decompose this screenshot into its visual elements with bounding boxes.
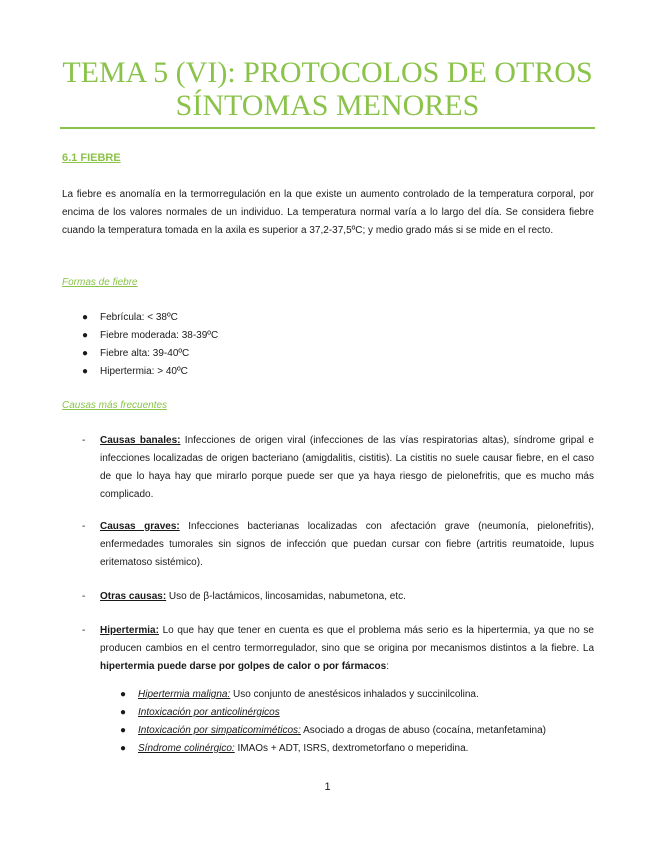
cause-text: Lo que hay que tener en cuenta es que el problema más serio es la hipertermia, ya que no se producen cambios en el centro termorregulador, sino que se origina por mecanismos distintos a la fiebre. La (100, 625, 594, 654)
bullet-icon: ● (82, 312, 89, 323)
cause-item-banales (82, 432, 594, 504)
list-item: ● Fiebre alta: 39-40ºC (82, 345, 218, 363)
dash-icon: - (82, 435, 86, 446)
dash-icon: - (82, 591, 86, 602)
title-line-1: TEMA 5 (VI): PROTOCOLOS DE OTROS (62, 56, 593, 89)
cause-text: Infecciones de origen viral (infecciones de las vías respiratorias altas), síndrome gripal e infecciones localizadas de origen bacteriano (amigdalitis, cistitis). La cistitis no suele causar fiebre, en el caso de que lo haya hay que mirarlo porque puede ser que ya haya riesgo de pielonefritis, que es mucho más complicado. (100, 435, 594, 500)
cause-item-otras (82, 588, 594, 606)
bullet-icon: ● (82, 366, 89, 377)
dash-icon: - (82, 625, 86, 636)
forms-list (82, 309, 218, 381)
bullet-icon: ● (82, 330, 89, 341)
list-item: ● Hipertermia: > 40ºC (82, 363, 218, 381)
bullet-icon: ● (120, 689, 127, 700)
bullet-icon: ● (120, 725, 127, 736)
bullet-icon: ● (120, 707, 127, 718)
cause-label: Otras causas: (100, 591, 167, 602)
cause-text: Infecciones bacterianas localizadas con afectación grave (neumonía, pielonefritis), enfermedades tumorales sin signos de infección que puedan cursar con fiebre (artritis reumatoide, lupus eritematoso sistémico). (100, 521, 594, 568)
bullet-icon: ● (120, 743, 127, 754)
list-item: ● Síndrome colinérgico: IMAOs + ADT, ISRS, dextrometorfano o meperidina. (120, 740, 595, 758)
list-item: ● Fiebre moderada: 38-39ºC (82, 327, 218, 345)
list-item: ● Intoxicación por simpaticomiméticos: Asociado a drogas de abuso (cocaína, metanfetamina) (120, 722, 595, 740)
cause-label: Causas banales: (100, 435, 181, 446)
hyperthermia-list (120, 686, 595, 758)
title-line-2: SÍNTOMAS MENORES (175, 89, 480, 122)
document-title (60, 56, 595, 122)
causes-heading: Causas más frecuentes (62, 400, 168, 411)
section-heading: 6.1 FIEBRE (62, 152, 121, 164)
cause-label: Causas graves: (100, 521, 180, 532)
bullet-icon: ● (82, 348, 89, 359)
cause-end: : (386, 661, 389, 672)
cause-bold-text: hipertermia puede darse por golpes de calor o por fármacos (100, 661, 387, 672)
dash-icon: - (82, 521, 86, 532)
intro-paragraph: La fiebre es anomalía en la termorregulación en la que existe un aumento controlado de la temperatura corporal, por encima de los valores normales de un individuo. La temperatura normal varía a lo largo del día. Se considera fiebre cuando la temperatura tomada en la axila es superior a 37,2-37,5ºC; y medio grado más si se mide en el recto. (62, 189, 594, 236)
cause-item-hipertermia (82, 622, 594, 676)
list-item: ● Febrícula: < 38ºC (82, 309, 218, 327)
cause-text: Uso de β-lactámicos, lincosamidas, nabumetona, etc. (166, 591, 406, 602)
cause-label: Hipertermia: (100, 625, 159, 636)
title-divider (60, 127, 595, 129)
list-item: ● Intoxicación por anticolinérgicos (120, 704, 595, 722)
cause-item-graves (82, 518, 594, 572)
page-number: 1 (324, 781, 331, 793)
list-item: ● Hipertermia maligna: Uso conjunto de anestésicos inhalados y succinilcolina. (120, 686, 595, 704)
forms-heading: Formas de fiebre (62, 277, 138, 288)
